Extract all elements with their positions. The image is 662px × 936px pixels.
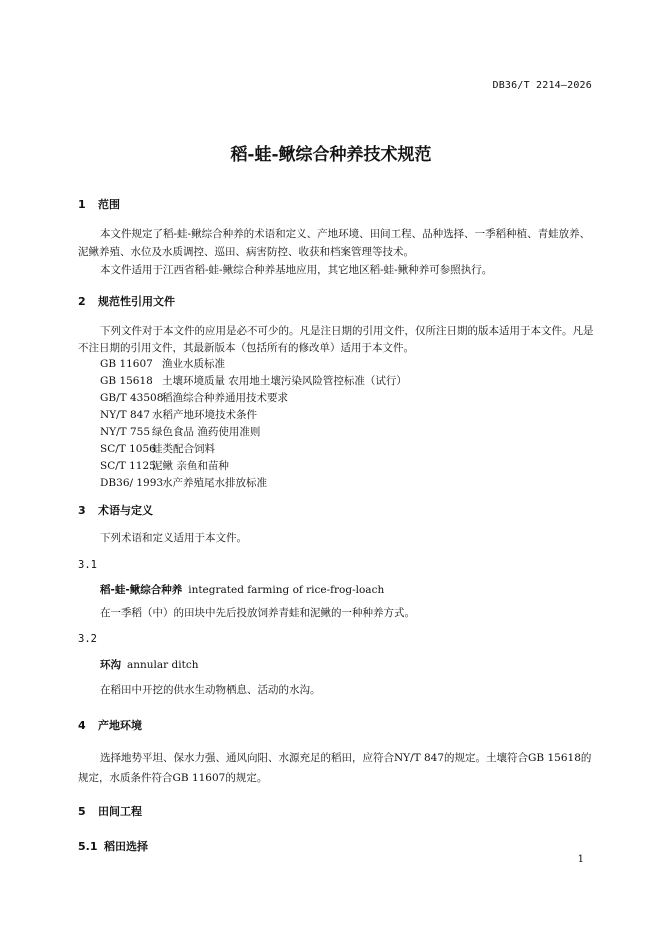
reference-title: 水稻产地环境技术条件 (152, 409, 257, 421)
reference-title: 水产养殖尾水排放标准 (162, 477, 267, 489)
term-english: annular ditch (127, 659, 199, 671)
section-number: 4 (78, 719, 86, 732)
term-chinese: 稻-蛙-鳅综合种养 (100, 584, 183, 596)
reference-item (100, 441, 215, 456)
section-4-paragraph: 选择地势平坦、保水力强、通风向阳、水源充足的稻田，应符合NY/T 847的规定。土壤符合GB 15618的规定，水质条件符合GB 11607的规定。 (78, 752, 592, 784)
reference-code: SC/T 1125 (100, 460, 156, 472)
term-chinese: 环沟 (100, 659, 121, 671)
reference-code: GB 11607 (100, 358, 153, 370)
reference-item (100, 373, 407, 388)
section-title: 术语与定义 (98, 504, 153, 517)
page-number: 1 (577, 854, 584, 865)
section-3-intro: 下列术语和定义适用于本文件。 (100, 532, 247, 544)
section-title: 范围 (98, 198, 120, 211)
reference-item (100, 390, 288, 405)
term-definition: 在稻田中开挖的供水生动物栖息、活动的水沟。 (100, 684, 321, 696)
section-number: 3 (78, 504, 86, 517)
term-definition: 在一季稻（中）的田块中先后投放饲养青蛙和泥鳅的一种种养方式。 (100, 607, 415, 619)
reference-item (100, 424, 260, 439)
subsection-5-1-heading (78, 838, 148, 854)
reference-code: GB 15618 (100, 375, 153, 387)
subsection-title: 稻田选择 (104, 840, 148, 853)
subsection-number: 5.1 (78, 840, 98, 853)
term-entry (100, 582, 384, 597)
reference-item (100, 407, 257, 422)
reference-code: DB36/ 1993 (100, 477, 164, 489)
reference-code: SC/T 1056 (100, 443, 156, 455)
term-entry (100, 657, 198, 672)
section-number: 1 (78, 198, 86, 211)
reference-title: 土壤环境质量 农用地土壤污染风险管控标准（试行） (162, 375, 407, 387)
reference-code: GB/T 43508 (100, 392, 164, 404)
reference-title: 泥鳅 亲鱼和苗种 (152, 460, 229, 472)
term-number: 3.2 (78, 633, 97, 645)
reference-item (100, 475, 267, 490)
term-number: 3.1 (78, 559, 97, 571)
section-1-paragraph-2: 本文件适用于江西省稻-蛙-鳅综合种养基地应用，其它地区稻-蛙-鳅种养可参照执行。 (100, 264, 493, 276)
section-title: 产地环境 (98, 719, 142, 732)
section-number: 2 (78, 295, 86, 308)
standard-code: DB36/T 2214—2026 (492, 80, 592, 91)
section-1-paragraph-1: 本文件规定了稻-蛙-鳅综合种养的术语和定义、产地环境、田间工程、品种选择、一季稻种植、青蛙放养、泥鳅养殖、水位及水质调控、巡田、病害防控、收获和档案管理等技术。 (78, 228, 591, 258)
term-english: integrated farming of rice-frog-loach (188, 584, 385, 596)
section-title: 田间工程 (98, 805, 142, 818)
reference-item (100, 356, 225, 371)
reference-code: NY/T 847 (100, 409, 151, 421)
reference-item (100, 458, 229, 473)
section-title: 规范性引用文件 (98, 295, 175, 308)
section-1-heading (78, 196, 120, 212)
section-3-heading (78, 502, 153, 518)
reference-title: 稻渔综合种养通用技术要求 (162, 392, 288, 404)
section-2-heading (78, 293, 175, 309)
section-number: 5 (78, 805, 86, 818)
reference-code: NY/T 755 (100, 426, 151, 438)
reference-title: 渔业水质标准 (162, 358, 225, 370)
document-title: 稻-蛙-鳅综合种养技术规范 (230, 145, 432, 165)
reference-title: 蛙类配合饲料 (152, 443, 215, 455)
section-4-heading (78, 717, 142, 733)
section-2-intro: 下列文件对于本文件的应用是必不可少的。凡是注日期的引用文件，仅所注日期的版本适用于本文件。凡是不注日期的引用文件，其最新版本（包括所有的修改单）适用于本文件。 (78, 325, 594, 354)
section-5-heading (78, 803, 142, 819)
reference-title: 绿色食品 渔药使用准则 (152, 426, 261, 438)
